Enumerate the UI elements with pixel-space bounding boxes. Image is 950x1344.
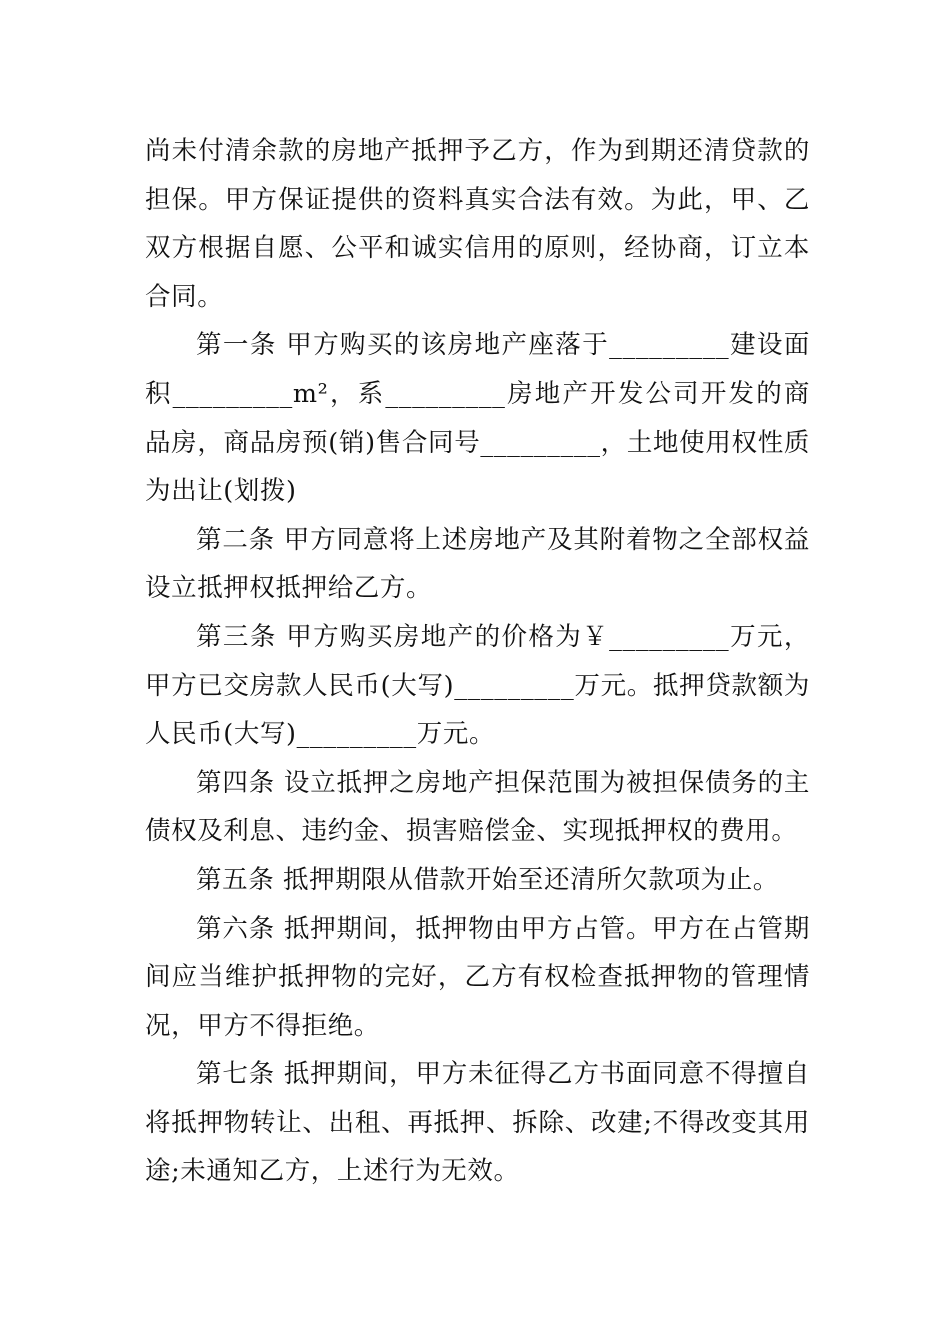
paragraph-article-1: 第一条 甲方购买的该房地产座落于_________建设面积_________m²，系_________房地产开发公司开发的商品房，商品房预(销)售合同号_________，土地使用权性质为出让(划拨)	[145, 330, 810, 507]
paragraph-article-2: 第二条 甲方同意将上述房地产及其附着物之全部权益设立抵押权抵押给乙方。	[145, 524, 810, 604]
paragraph-article-4: 第四条 设立抵押之房地产担保范围为被担保债务的主债权及利息、违约金、损害赔偿金、实现抵押权的费用。	[145, 767, 810, 847]
paragraph-article-7: 第七条 抵押期间，甲方未征得乙方书面同意不得擅自将抵押物转让、出租、再抵押、拆除、改建;不得改变其用途;未通知乙方，上述行为无效。	[145, 1059, 810, 1187]
document-body	[145, 127, 810, 1196]
paragraph-article-6: 第六条 抵押期间，抵押物由甲方占管。甲方在占管期间应当维护抵押物的完好，乙方有权检查抵押物的管理情况，甲方不得拒绝。	[145, 913, 810, 1041]
paragraph-article-5: 第五条 抵押期限从借款开始至还清所欠款项为止。	[196, 864, 779, 895]
paragraph-intro-continuation: 尚未付清余款的房地产抵押予乙方，作为到期还清贷款的担保。甲方保证提供的资料真实合法有效。为此，甲、乙双方根据自愿、公平和诚实信用的原则，经协商，订立本合同。	[145, 136, 810, 312]
paragraph-article-3: 第三条 甲方购买房地产的价格为￥_________万元，甲方已交房款人民币(大写)_________万元。抵押贷款额为人民币(大写)_________万元。	[145, 621, 810, 750]
